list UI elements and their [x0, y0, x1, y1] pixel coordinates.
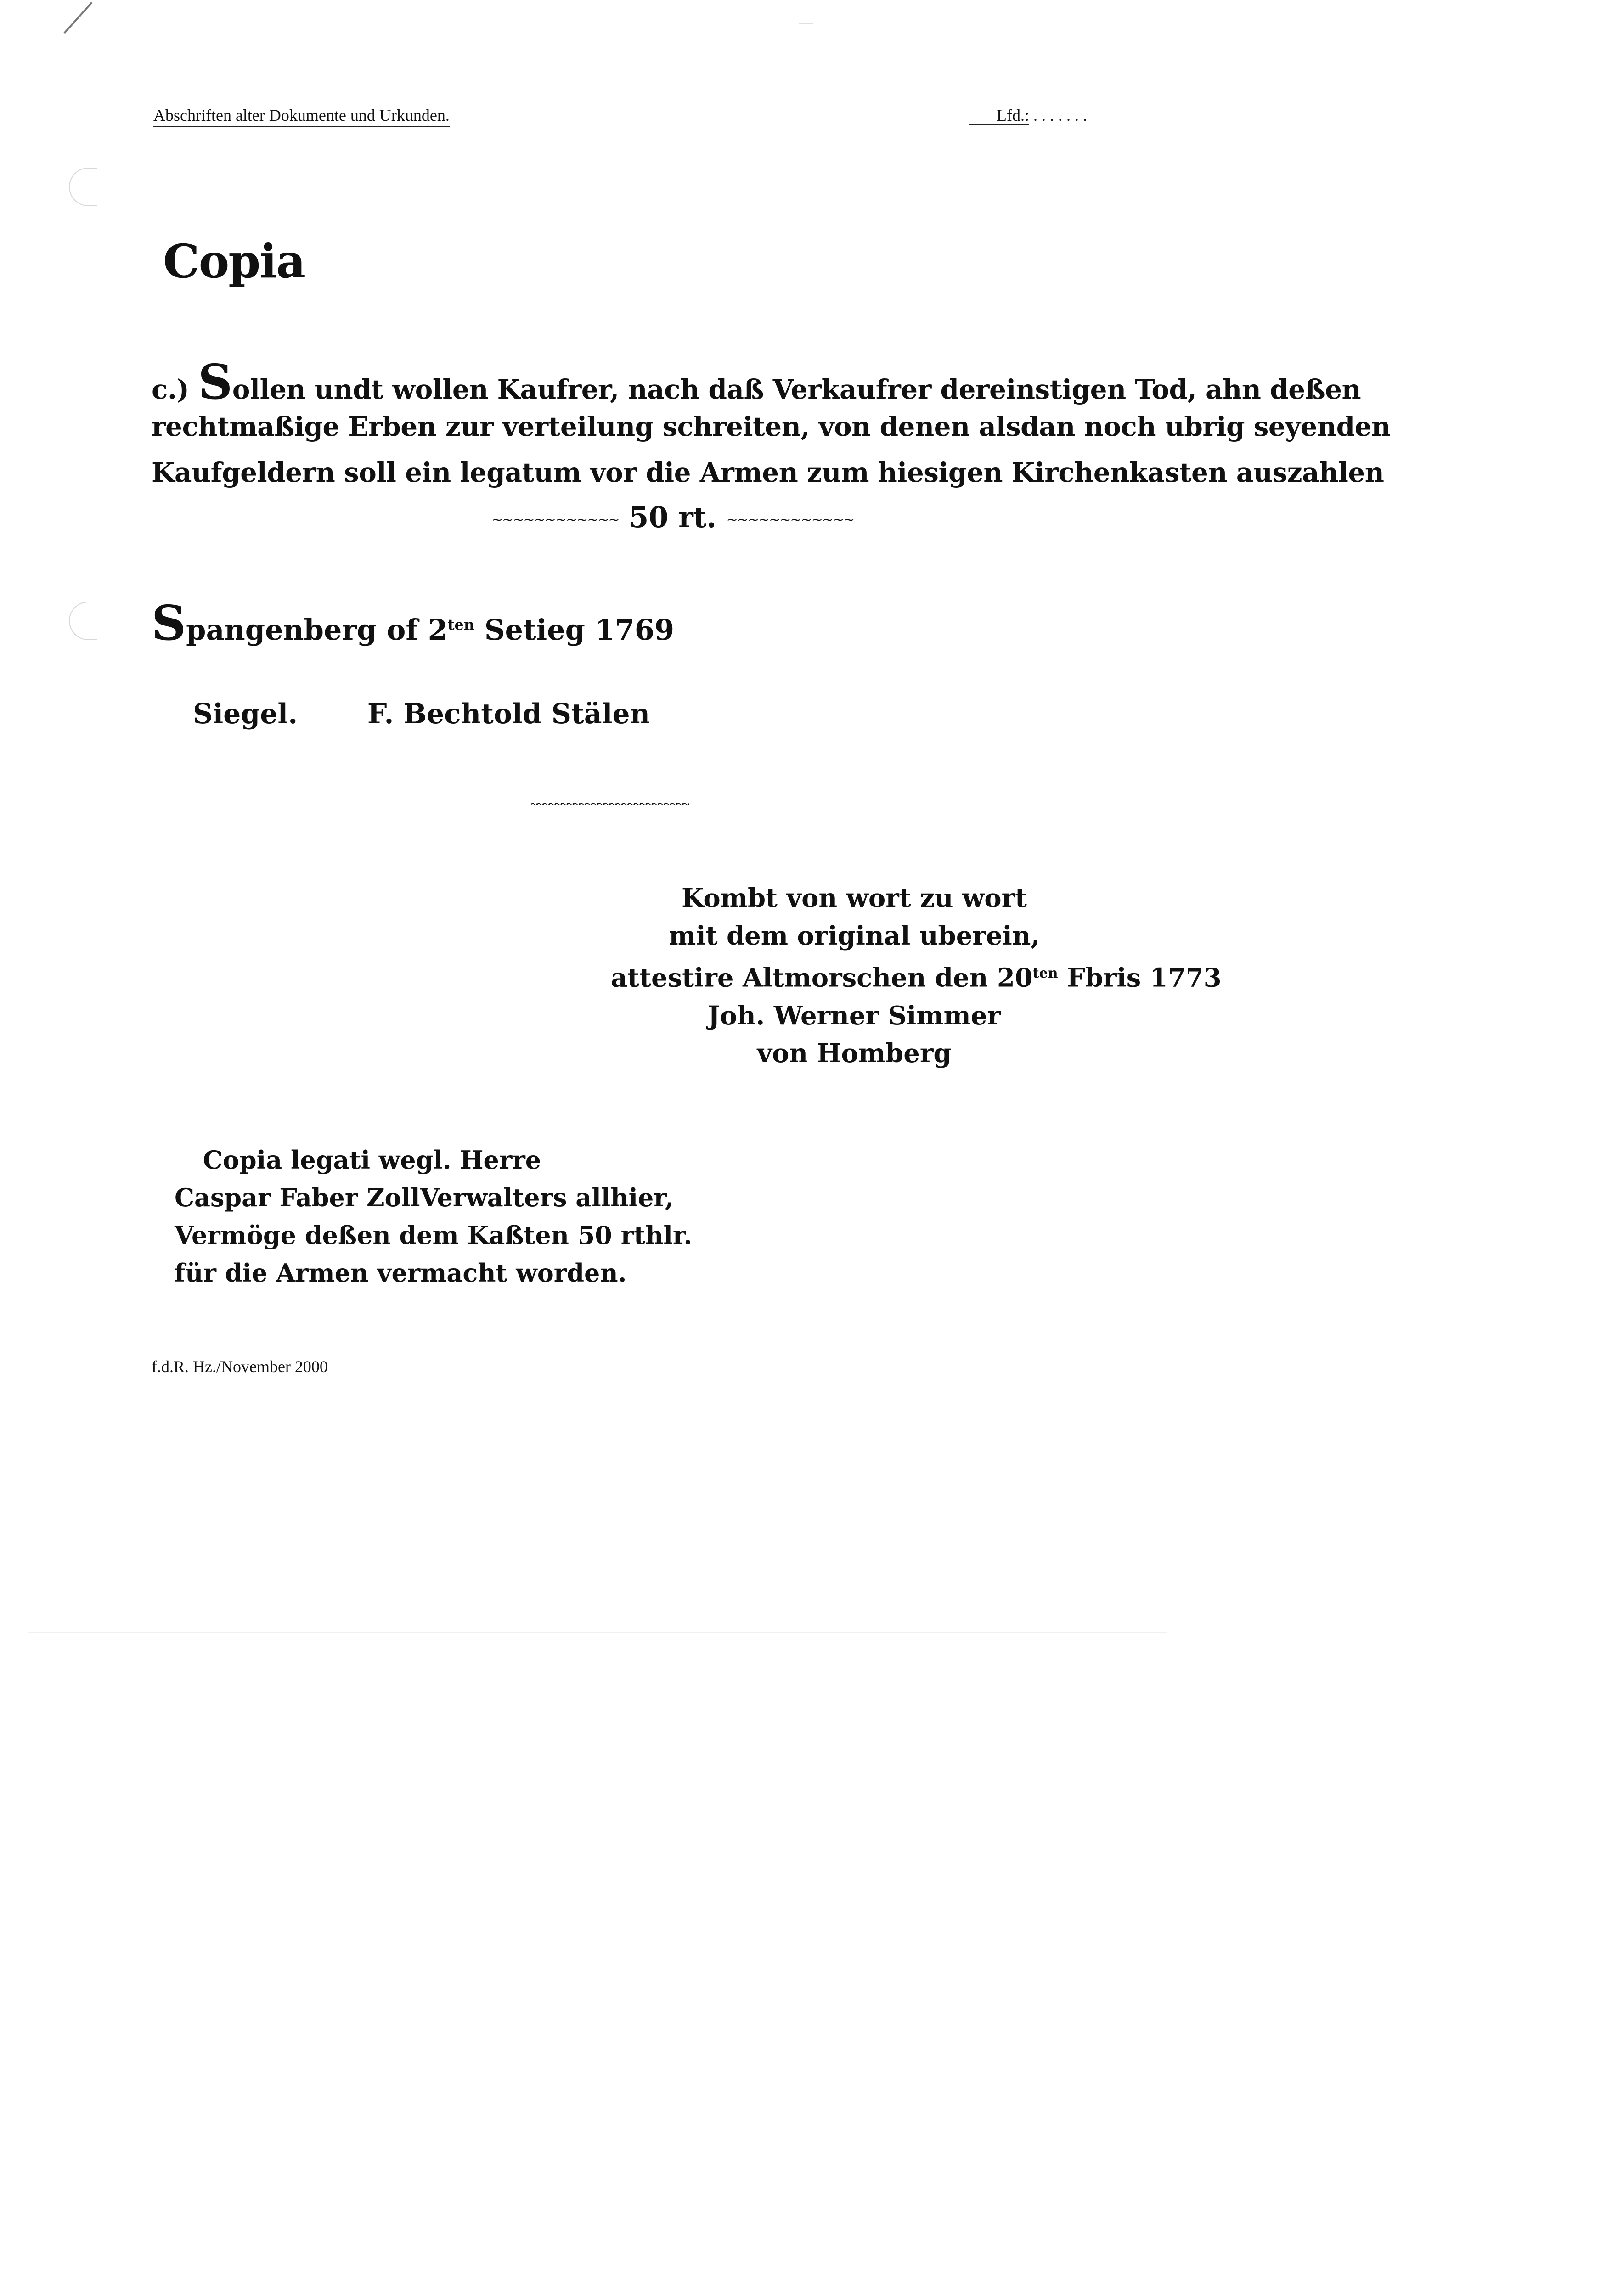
document-title: Copia — [163, 234, 305, 288]
date-initial: S — [152, 595, 186, 651]
running-number-label: Lfd.: — [969, 106, 1029, 125]
initial-letter: S — [198, 354, 232, 410]
legacy-note-block — [175, 1141, 693, 1292]
attestation-line-3 — [611, 955, 1222, 997]
attestation-line-3-rest: Fbris 1773 — [1058, 962, 1222, 993]
body-line-3: Kaufgeldern soll ein legatum vor die Armen zum hiesigen Kirchenkasten auszahlen — [152, 457, 1384, 488]
amount-flourish-right: ~~~~~~~~~~~~ — [726, 512, 854, 528]
header-running-number — [969, 106, 1107, 125]
body-line-1 — [152, 354, 1361, 410]
attestation-line-1: Kombt von wort zu wort — [681, 883, 1027, 913]
scan-mark — [64, 2, 93, 34]
running-number-dots: . . . . . . . — [1029, 106, 1087, 124]
attestation-line-3-text: attestire Altmorschen den 20 — [611, 962, 1033, 993]
legacy-line-4: für die Armen vermacht worden. — [175, 1258, 627, 1288]
date-rest: Setieg 1769 — [474, 613, 675, 647]
attestation-line-5: von Homberg — [757, 1038, 952, 1069]
punch-hole-bottom — [69, 602, 97, 640]
header-collection-title: Abschriften alter Dokumente und Urkunden. — [153, 106, 450, 127]
body-line-2: rechtmaßige Erben zur verteilung schreiten, von denen alsdan noch ubrig seyenden — [152, 411, 1391, 442]
footer-certification: f.d.R. Hz./November 2000 — [152, 1357, 328, 1376]
date-text: pangenberg of 2 — [186, 613, 448, 647]
attestation-line-2: mit dem original uberein, — [669, 921, 1040, 951]
separator-flourish: ~~~~~~~~~~~~~~~~~~~~~~~~~~ — [530, 797, 688, 812]
attestation-line-4: Joh. Werner Simmer — [708, 1000, 1001, 1031]
body-line-1-text: ollen undt wollen Kaufrer, nach daß Verkaufrer dereinstigen Tod, ahn deßen — [232, 374, 1361, 405]
amount-line — [491, 501, 854, 534]
punch-hole-top — [69, 168, 97, 206]
top-edge-mark — [799, 23, 813, 24]
signature-line — [193, 698, 650, 730]
legacy-line-3: Vermöge deßen dem Kaßten 50 rthlr. — [175, 1221, 693, 1250]
attestation-block — [611, 879, 1222, 1072]
amount-flourish-left: ~~~~~~~~~~~~ — [491, 512, 619, 528]
amount-value: 50 rt. — [629, 501, 716, 534]
place-date-line — [152, 595, 674, 651]
seal-label: Siegel. — [193, 698, 298, 730]
page-edge — [28, 1632, 1167, 1633]
attestation-superscript: ten — [1032, 965, 1058, 981]
legacy-line-2: Caspar Faber ZollVerwalters allhier, — [175, 1183, 674, 1212]
legacy-line-1: Copia legati wegl. Herre — [203, 1145, 541, 1175]
date-superscript: ten — [447, 616, 475, 634]
clause-prefix: c.) — [152, 374, 189, 405]
signatory-name: F. Bechtold Stälen — [367, 698, 650, 730]
